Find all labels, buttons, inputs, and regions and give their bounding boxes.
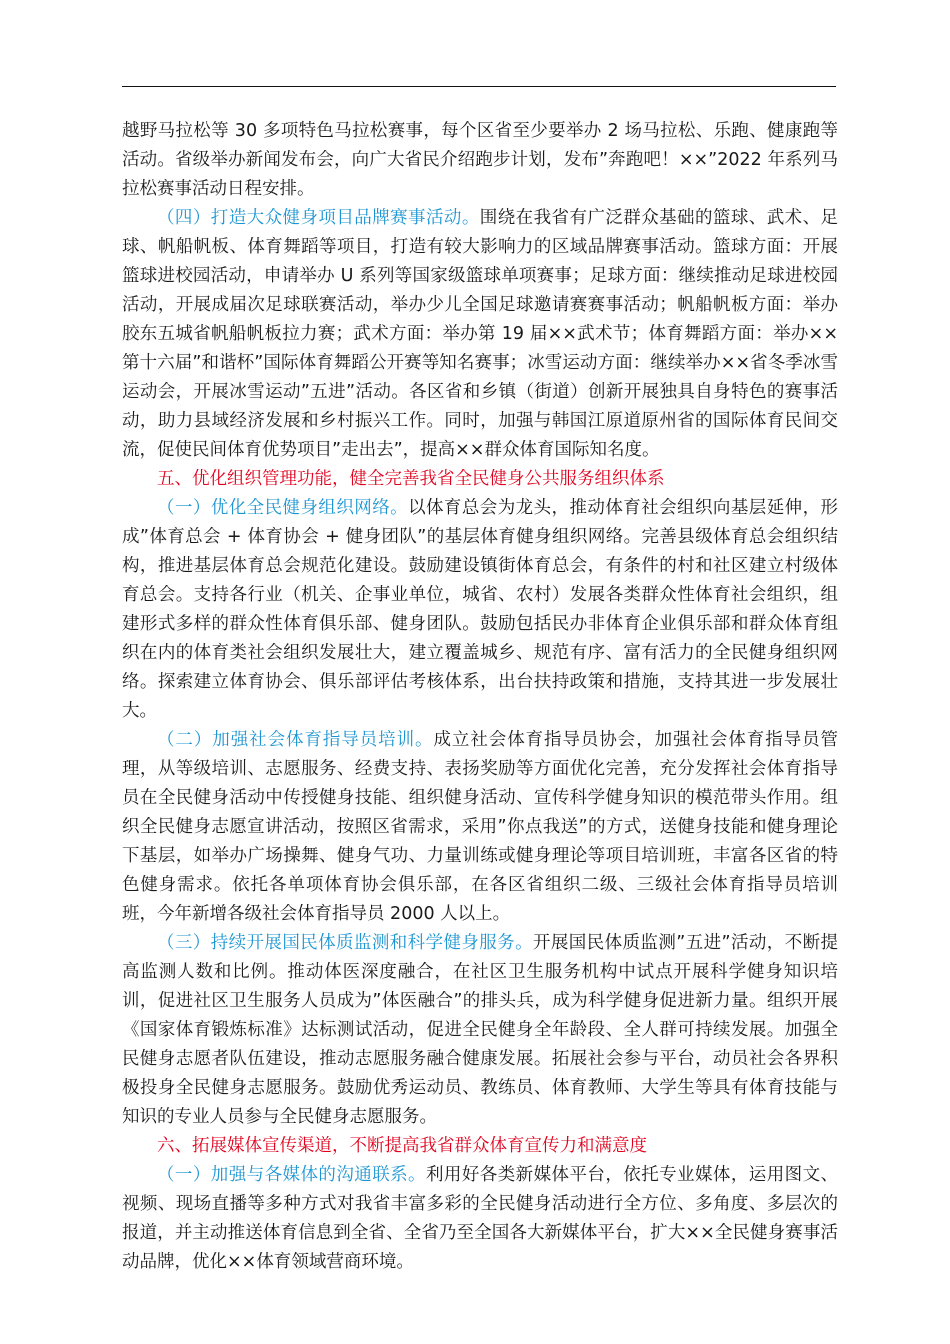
document-body [122, 117, 838, 1277]
subheading-s5-sub2: （二）加强社会体育指导员培训。 [157, 730, 434, 750]
paragraph-s6-sub1 [122, 1161, 838, 1277]
section-heading-5: 五、优化组织管理功能，健全完善我省全民健身公共服务组织体系 [157, 469, 665, 489]
body-s5-sub3: 开展国民体质监测”五进”活动，不断提高监测人数和比例。推动体医深度融合，在社区卫生服务机构中试点开展科学健身知识培训，促进社区卫生服务人员成为”体医融合”的排头兵，成为科学健身促进新力量。组织开展《国家体育锻炼标准》达标测试活动，促进全民健身全年龄段、全人群可持续发展。加强全民健身志愿者队伍建设，推动志愿服务融合健康发展。拓展社会参与平台，动员社会各界积极投身全民健身志愿服务。鼓励优秀运动员、教练员、体育教师、大学生等具有体育技能与知识的专业人员参与全民健身志愿服务。 [122, 933, 839, 1127]
subheading-s6-sub1: （一）加强与各媒体的沟通联系。 [157, 1165, 426, 1185]
paragraph-s5-sub2 [122, 726, 838, 929]
subheading-s5-sub1: （一）优化全民健身组织网络。 [157, 498, 409, 518]
body-s6-sub1: 利用好各类新媒体平台，依托专业媒体，运用图文、视频、现场直播等多种方式对我省丰富多彩的全民健身活动进行全方位、多角度、多层次的报道，并主动推送体育信息到全省、全省乃至全国各大新媒体平台，扩大××全民健身赛事活动品牌，优化××体育领域营商环境。 [122, 1165, 839, 1272]
body-s5-sub1: 以体育总会为龙头，推动体育社会组织向基层延伸，形成”体育总会 + 体育协会 + 健身团队”的基层体育健身组织网络。完善县级体育总会组织结构，推进基层体育总会规范化建设。鼓励建设镇街体育总会，有条件的村和社区建立村级体育总会。支持各行业（机关、企事业单位，城省、农村）发展各类群众性体育社会组织，组建形式多样的群众性体育俱乐部、健身团队。鼓励包括民办非体育企业俱乐部和群众体育组织在内的体育类社会组织发展壮大，建立覆盖城乡、规范有序、富有活力的全民健身组织网络。探索建立体育协会、俱乐部评估考核体系，出台扶持政策和措施，支持其进一步发展壮大。 [122, 498, 839, 721]
section-heading-6: 六、拓展媒体宣传渠道，不断提高我省群众体育宣传力和满意度 [157, 1136, 647, 1156]
body-s5-sub2: 成立社会体育指导员协会，加强社会体育指导员管理，从等级培训、志愿服务、经费支持、表扬奖励等方面优化完善，充分发挥社会体育指导员在全民健身活动中传授健身技能、组织健身活动、宣传科学健身知识的模范带头作用。组织全民健身志愿宣讲活动，按照区省需求，采用”你点我送”的方式，送健身技能和健身理论下基层，如举办广场操舞、健身气功、力量训练或健身理论等项目培训班，丰富各区省的特色健身需求。依托各单项体育协会俱乐部，在各区省组织二级、三级社会体育指导员培训班，今年新增各级社会体育指导员 2000 人以上。 [122, 730, 839, 924]
subheading-sub4: （四）打造大众健身项目品牌赛事活动。 [157, 208, 480, 228]
paragraph-sub4 [122, 204, 838, 465]
paragraph-s5-sub3 [122, 929, 838, 1132]
body-sub4: 围绕在我省有广泛群众基础的篮球、武术、足球、帆船帆板、体育舞蹈等项目，打造有较大影响力的区域品牌赛事活动。篮球方面：开展篮球进校园活动，申请举办 U 系列等国家级篮球单项赛事；足球方面：继续推动足球进校园活动，开展成届次足球联赛活动，举办少儿全国足球邀请赛赛事活动；帆船帆板方面：举办胶东五城省帆船帆板拉力赛；武术方面：举办第 19 届××武术节；体育舞蹈方面：举办××第十六届”和谐杯”国际体育舞蹈公开赛等知名赛事；冰雪运动方面：继续举办××省冬季冰雪运动会，开展冰雪运动”五进”活动。各区省和乡镇（街道）创新开展独具自身特色的赛事活动，助力县域经济发展和乡村振兴工作。同时，加强与韩国江原道原州省的国际体育民间交流，促使民间体育优势项目”走出去”，提高××群众体育国际知名度。 [122, 208, 839, 460]
paragraph-intro: 越野马拉松等 30 多项特色马拉松赛事，每个区省至少要举办 2 场马拉松、乐跑、健康跑等活动。省级举办新闻发布会，向广大省民介绍跑步计划，发布”奔跑吧！××”2022 年系列马拉松赛事活动日程安排。 [122, 121, 838, 199]
paragraph-s5-sub1 [122, 494, 838, 726]
header-rule [122, 86, 836, 87]
subheading-s5-sub3: （三）持续开展国民体质监测和科学健身服务。 [157, 933, 533, 953]
